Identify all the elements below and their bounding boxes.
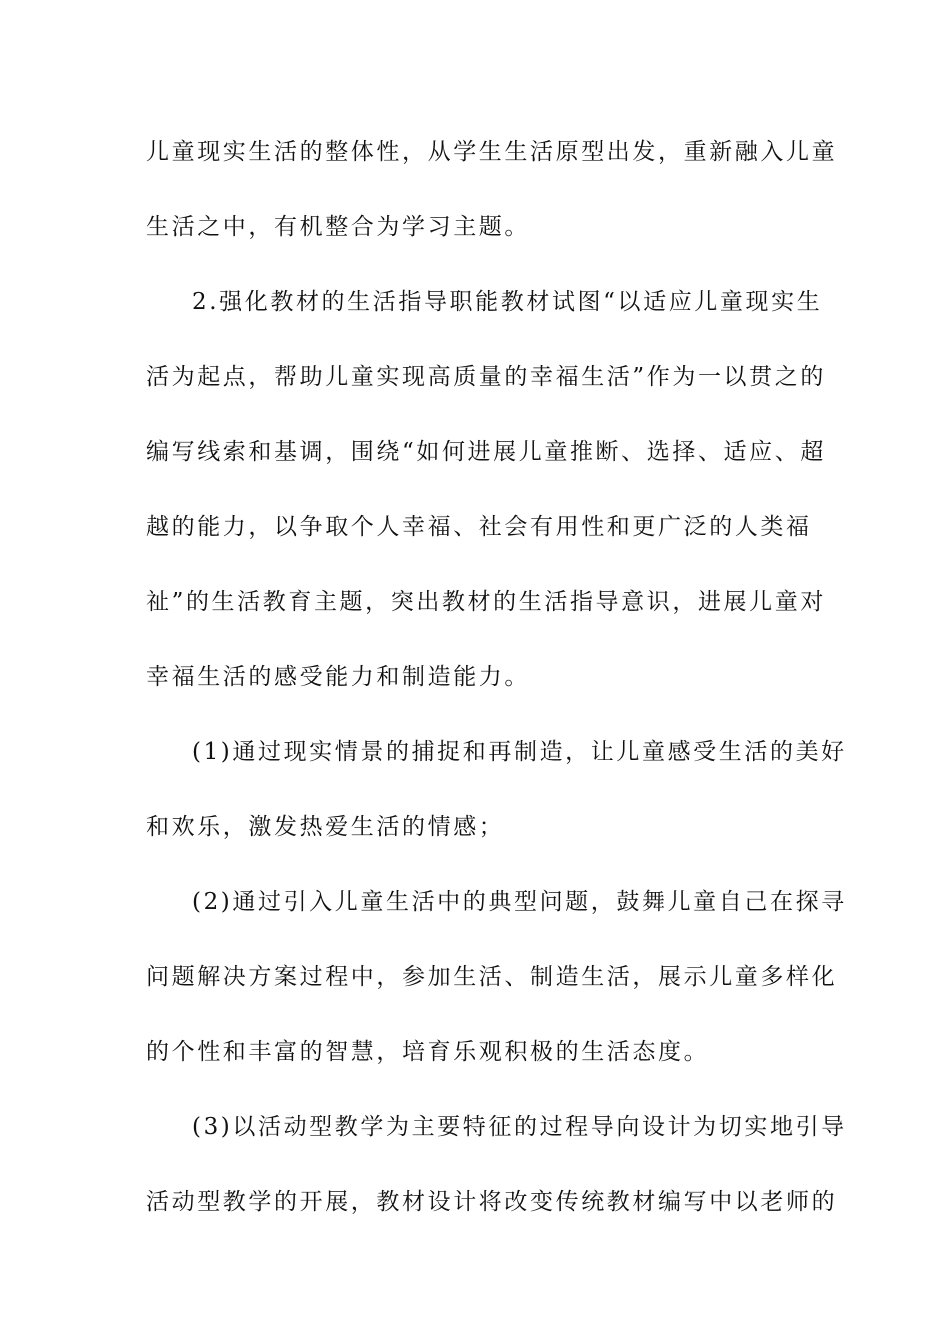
text-line: 儿童现实生活的整体性，从学生生活原型出发，重新融入儿童 <box>146 139 838 165</box>
paragraph-start-line: (3)以活动型教学为主要特征的过程导向设计为切实地引导 <box>192 1114 847 1140</box>
text-line: 祉”的生活教育主题，突出教材的生活指导意识，进展儿童对 <box>146 589 826 615</box>
text-line: 和欢乐，激发热爱生活的情感； <box>146 814 505 840</box>
text-line: 活动型教学的开展，教材设计将改变传统教材编写中以老师的 <box>146 1189 838 1215</box>
paragraph-start-line: (1)通过现实情景的捕捉和再制造，让儿童感受生活的美好 <box>192 739 847 765</box>
text-line: 幸福生活的感受能力和制造能力。 <box>146 664 530 690</box>
text-line: 活为起点，帮助儿童实现高质量的幸福生活”作为一以贯之的 <box>146 364 826 390</box>
text-line: 问题解决方案过程中，参加生活、制造生活，展示儿童多样化 <box>146 964 838 990</box>
paragraph-start-line: (2)通过引入儿童生活中的典型问题，鼓舞儿童自己在探寻 <box>192 889 847 915</box>
text-line: 生活之中，有机整合为学习主题。 <box>146 214 530 240</box>
text-line: 编写线索和基调，围绕“如何进展儿童推断、选择、适应、超 <box>146 439 826 465</box>
paragraph-start-line: 2.强化教材的生活指导职能教材试图“以适应儿童现实生 <box>192 289 823 315</box>
text-line: 越的能力，以争取个人幸福、社会有用性和更广泛的人类福 <box>146 514 812 540</box>
text-line: 的个性和丰富的智慧，培育乐观积极的生活态度。 <box>146 1039 710 1065</box>
